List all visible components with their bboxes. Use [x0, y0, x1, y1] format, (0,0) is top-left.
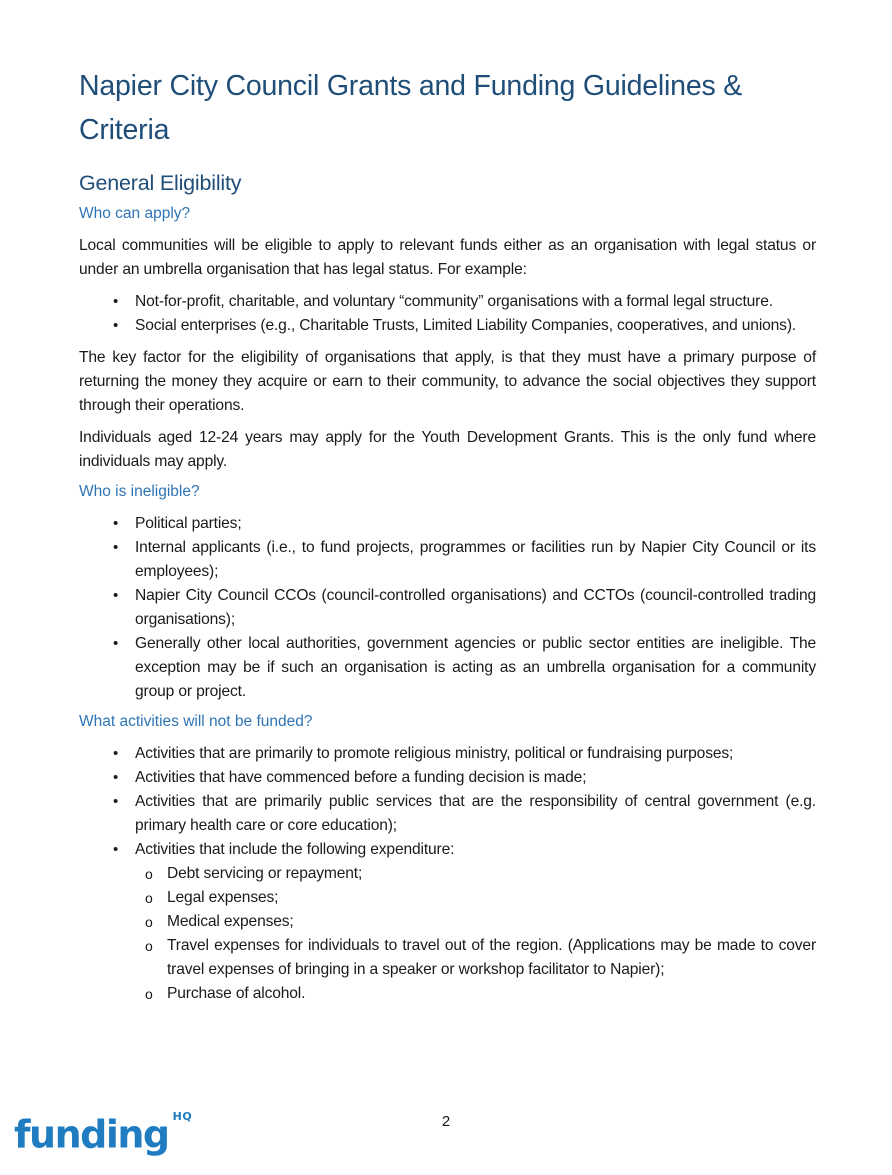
circle-bullet-icon: o [145, 938, 153, 954]
bullet-icon: • [113, 539, 119, 556]
bullet-icon: • [113, 317, 119, 334]
fundinghq-logo: funding $^{HQ}$ [14, 1110, 193, 1157]
sub-list-item: o Purchase of alcohol. [79, 982, 816, 1006]
not-funded-list [79, 742, 816, 862]
who-can-apply-heading: Who can apply? [79, 205, 191, 222]
list-item: • Social enterprises (e.g., Charitable Trusts, Limited Liability Companies, cooperatives, and unions). [79, 314, 816, 338]
sub-list-item: o Legal expenses; [79, 886, 816, 910]
list-item: • Political parties; [79, 512, 816, 536]
list-item: • Not-for-profit, charitable, and voluntary “community” organisations with a formal legal structure. [79, 290, 816, 314]
bullet-icon: • [113, 635, 119, 652]
list-item: • Activities that are primarily public services that are the responsibility of central government (e.g. primary health care or core education); [79, 790, 816, 838]
bullet-icon: • [113, 293, 119, 310]
section-heading: General Eligibility [79, 171, 242, 195]
list-item: • Napier City Council CCOs (council-controlled organisations) and CCTOs (council-controlled trading organisations); [79, 584, 816, 632]
youth-paragraph: Individuals aged 12-24 years may apply for the Youth Development Grants. This is the only fund where individuals may apply. [79, 429, 816, 470]
expenditure-sublist [79, 862, 816, 1006]
sub-list-item: o Travel expenses for individuals to travel out of the region. (Applications may be made to cover travel expenses of bringing in a speaker or workshop facilitator to Napier); [79, 934, 816, 982]
document-title: Napier City Council Grants and Funding Guidelines & Criteria [79, 70, 743, 146]
bullet-icon: • [113, 587, 119, 604]
bullet-icon: • [113, 793, 119, 810]
bullet-icon: • [113, 769, 119, 786]
list-item: • Activities that include the following expenditure: [79, 838, 816, 862]
circle-bullet-icon: o [145, 914, 153, 930]
not-funded-heading: What activities will not be funded? [79, 713, 313, 730]
document-page [79, 64, 816, 1006]
ineligible-list [79, 512, 816, 704]
list-item: • Activities that are primarily to promote religious ministry, political or fundraising purposes; [79, 742, 816, 766]
circle-bullet-icon: o [145, 986, 153, 1002]
bullet-icon: • [113, 745, 119, 762]
who-can-apply-intro: Local communities will be eligible to apply to relevant funds either as an organisation with legal status or under an umbrella organisation that has legal status. For example: [79, 237, 816, 278]
circle-bullet-icon: o [145, 866, 153, 882]
eligible-list [79, 290, 816, 338]
list-item: • Generally other local authorities, government agencies or public sector entities are ineligible. The exception may be if such an organisation is acting as an umbrella organisation for a community group or project. [79, 632, 816, 704]
sub-list-item: o Medical expenses; [79, 910, 816, 934]
who-is-ineligible-heading: Who is ineligible? [79, 483, 200, 500]
bullet-icon: • [113, 841, 119, 858]
list-item: • Activities that have commenced before a funding decision is made; [79, 766, 816, 790]
list-item: • Internal applicants (i.e., to fund projects, programmes or facilities run by Napier City Council or its employees); [79, 536, 816, 584]
page-number: 2 [441, 1113, 451, 1130]
bullet-icon: • [113, 515, 119, 532]
circle-bullet-icon: o [145, 890, 153, 906]
eligibility-paragraph: The key factor for the eligibility of organisations that apply, is that they must have a primary purpose of returning the money they acquire or earn to their community, to advance the social objectives they support through their operations. [79, 349, 816, 414]
sub-list-item: o Debt servicing or repayment; [79, 862, 816, 886]
